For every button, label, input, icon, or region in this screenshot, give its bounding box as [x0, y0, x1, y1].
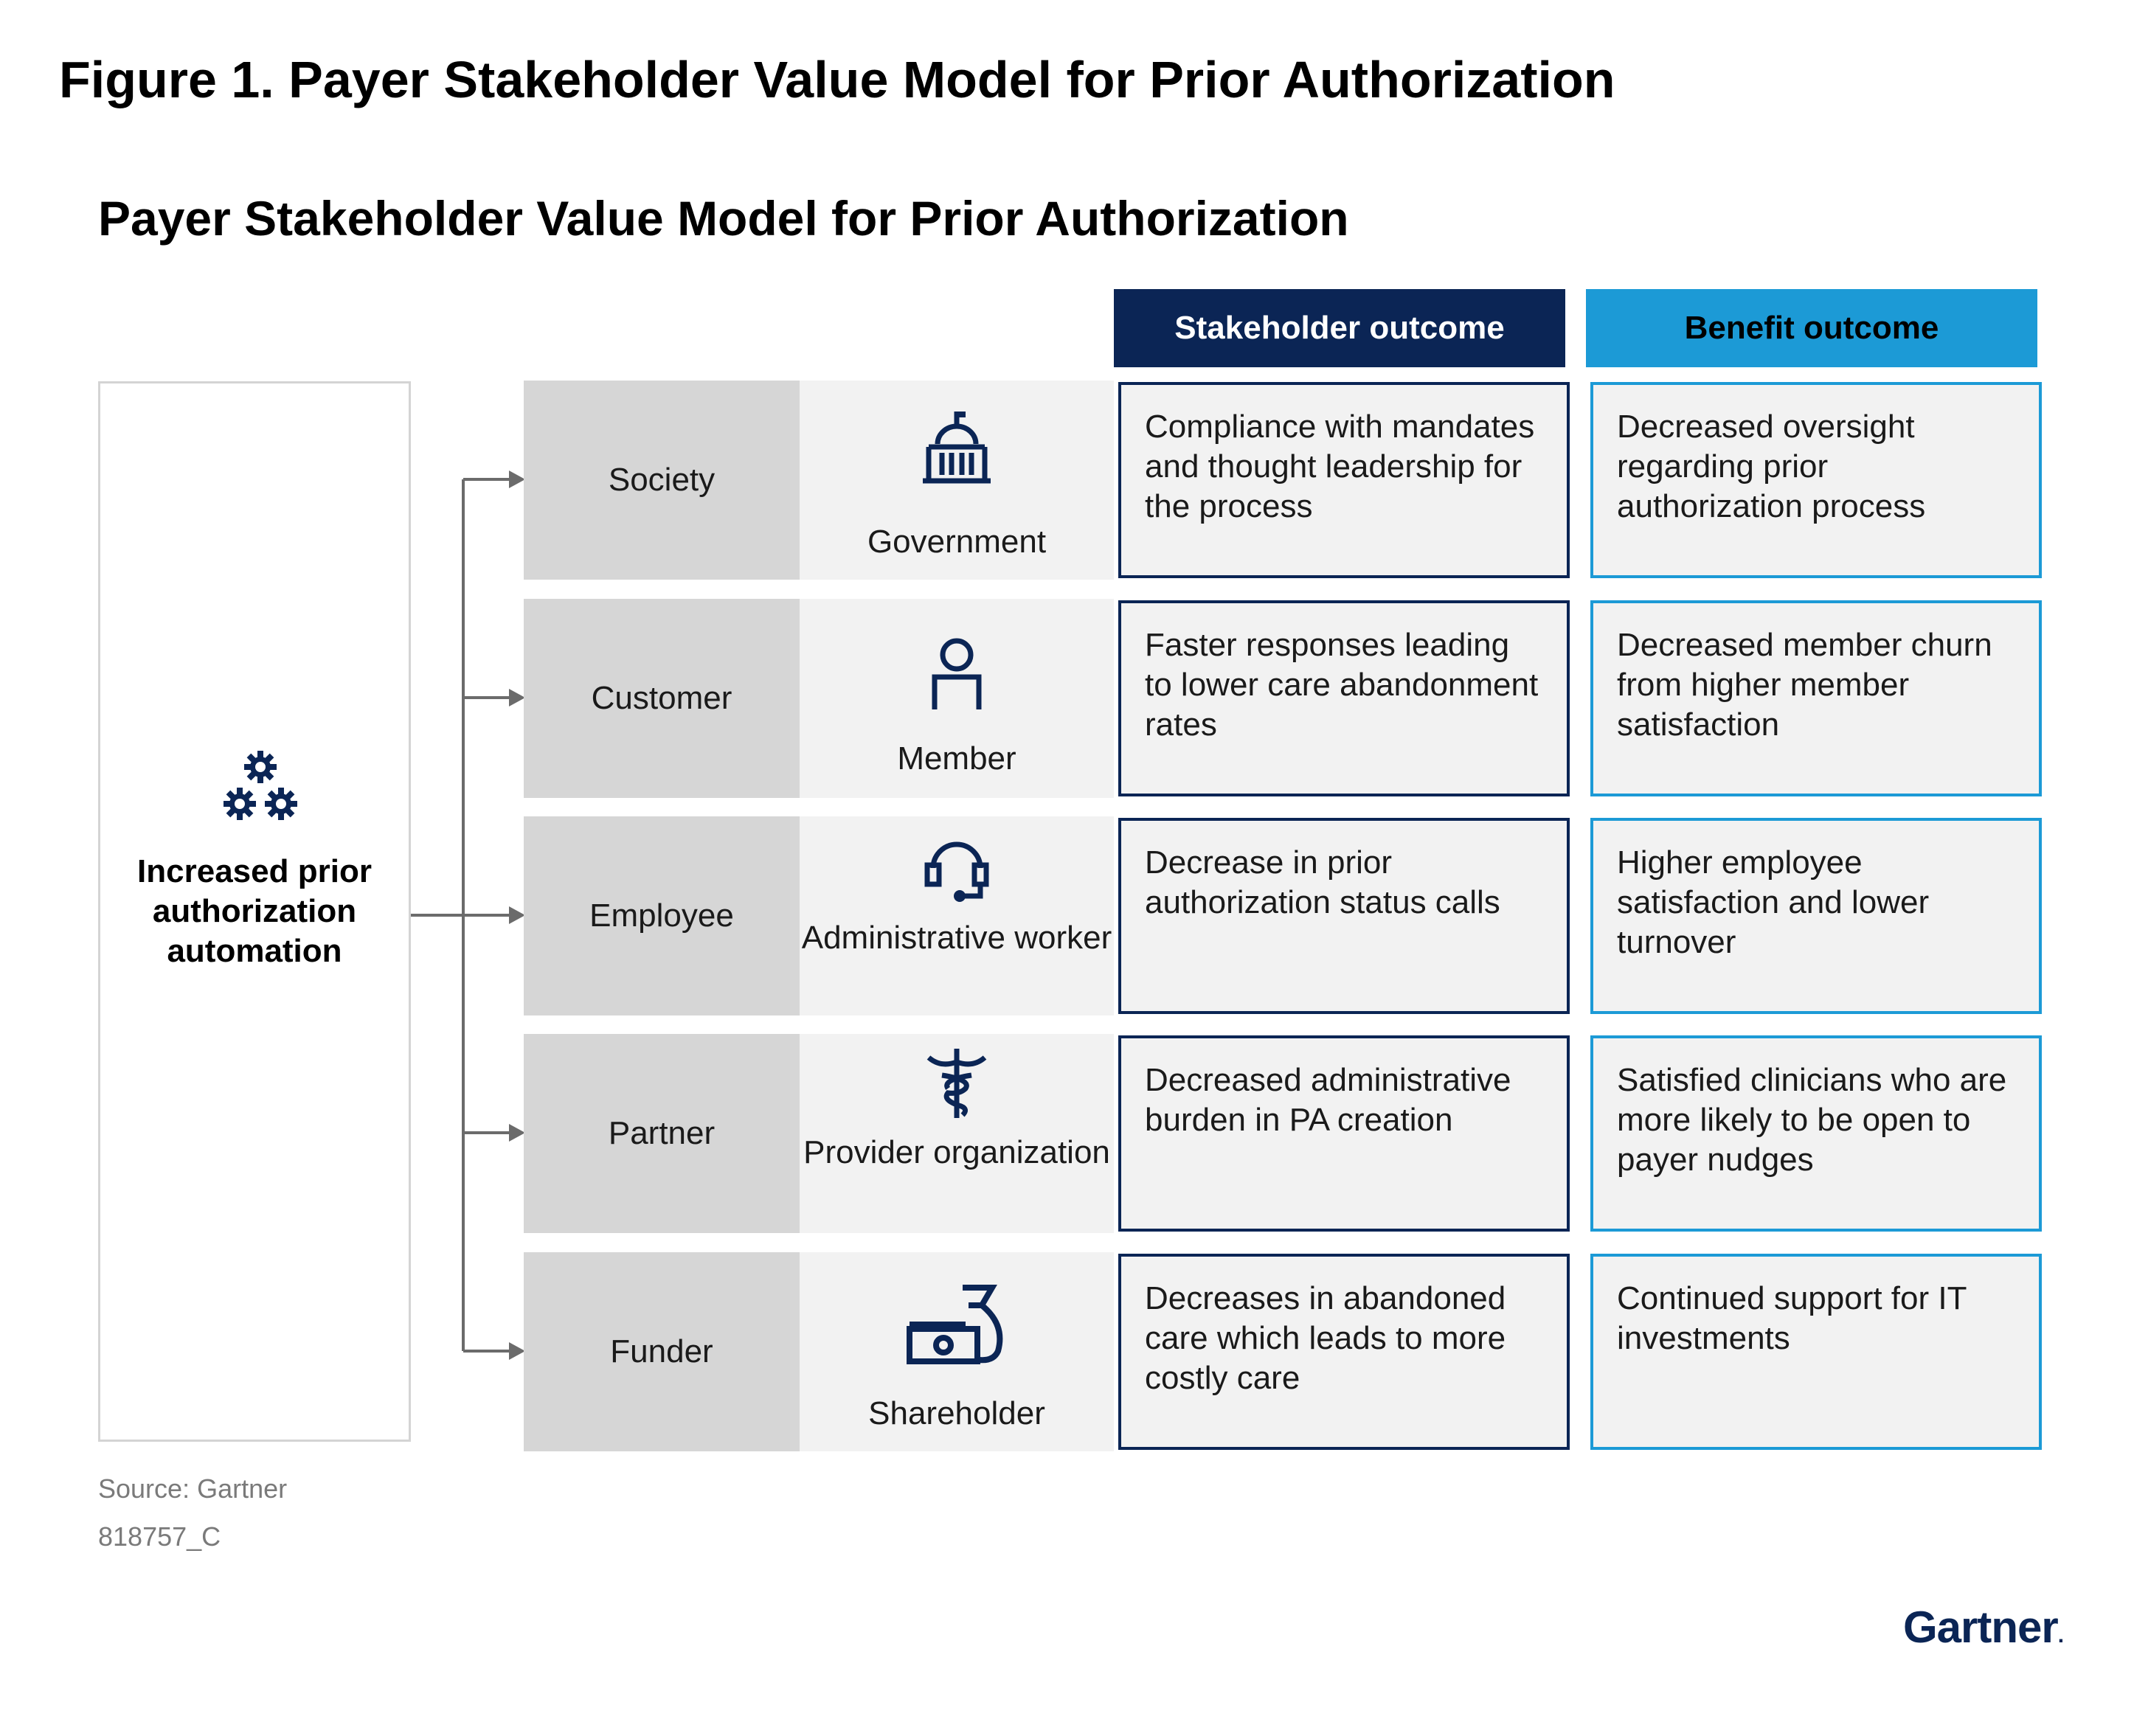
person-icon: [920, 637, 994, 711]
stakeholder-outcome-cell: Faster responses leading to lower care abandonment rates: [1118, 600, 1570, 796]
category-partner: Partner: [524, 1034, 800, 1233]
stakeholder-outcome-header: Stakeholder outcome: [1114, 289, 1565, 367]
role-label: Provider organization: [803, 1134, 1110, 1170]
benefit-outcome-cell: Satisfied clinicians who are more likely to be open to payer nudges: [1590, 1035, 2042, 1232]
caduceus-icon: [920, 1046, 994, 1119]
arrow-employee: [509, 906, 525, 924]
role-administrative-worker: [800, 816, 1114, 1015]
arrow-funder: [509, 1342, 525, 1360]
stakeholder-outcome-cell: Decreases in abandoned care which leads to more costly care: [1118, 1254, 1570, 1450]
benefit-outcome-cell: Higher employee satisfaction and lower turnover: [1590, 818, 2042, 1014]
arrow-partner: [509, 1124, 525, 1142]
diagram-title: Payer Stakeholder Value Model for Prior Authorization: [98, 191, 1349, 246]
role-label: Member: [897, 740, 1016, 777]
capitol-building-icon: [920, 410, 994, 484]
benefit-outcome-cell: Decreased oversight regarding prior authorization process: [1590, 382, 2042, 578]
source-note: Source: Gartner: [98, 1473, 288, 1504]
role-label: Shareholder: [868, 1395, 1045, 1431]
role-government: [800, 381, 1114, 580]
money-bag-icon: [905, 1280, 1008, 1369]
stakeholder-outcome-cell: Decrease in prior authorization status calls: [1118, 818, 1570, 1014]
gartner-logo: Gartner.: [1903, 1603, 2064, 1652]
stakeholder-outcome-cell: Compliance with mandates and thought leadership for the process: [1118, 382, 1570, 578]
logo-text: Gartner: [1903, 1603, 2058, 1652]
headset-icon: [920, 830, 994, 903]
category-society: Society: [524, 381, 800, 580]
benefit-outcome-cell: Decreased member churn from higher member satisfaction: [1590, 600, 2042, 796]
role-shareholder: [800, 1252, 1114, 1451]
benefit-outcome-cell: Continued support for IT investments: [1590, 1254, 2042, 1450]
category-employee: Employee: [524, 816, 800, 1015]
role-provider-organization: [800, 1034, 1114, 1233]
stakeholder-outcome-cell: Decreased administrative burden in PA creation: [1118, 1035, 1570, 1232]
driver-label: Increased prior authorization automation: [137, 853, 372, 969]
category-funder: Funder: [524, 1252, 800, 1451]
figure-title: Figure 1. Payer Stakeholder Value Model for Prior Authorization: [59, 51, 1615, 108]
benefit-outcome-header: Benefit outcome: [1586, 289, 2037, 367]
arrow-customer: [509, 689, 525, 706]
role-label: Government: [867, 524, 1047, 560]
figure-id: 818757_C: [98, 1521, 221, 1552]
category-customer: Customer: [524, 599, 800, 798]
arrow-society: [509, 471, 525, 488]
role-label: Administrative worker: [801, 920, 1112, 956]
role-member: [800, 599, 1114, 798]
